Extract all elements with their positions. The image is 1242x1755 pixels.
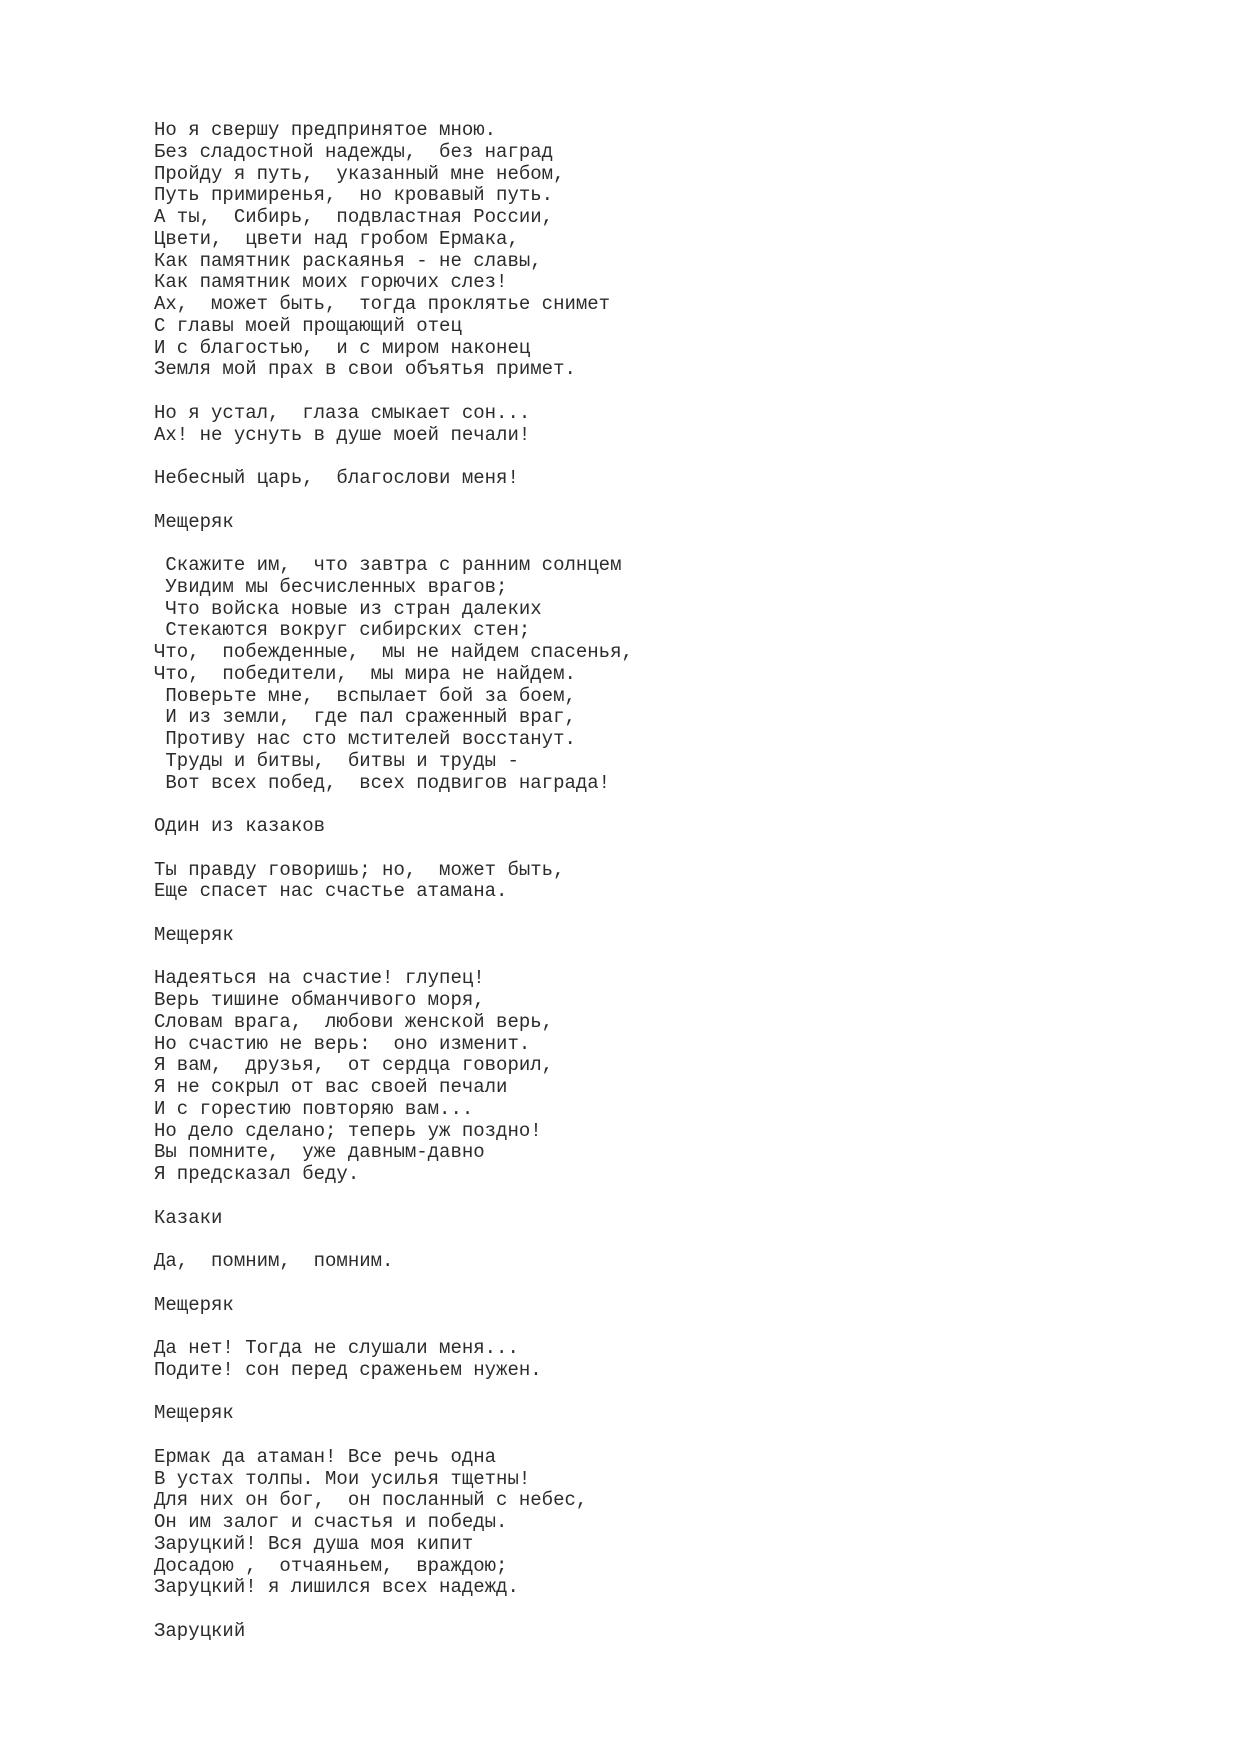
- text-line: Что войска новые из стран далеких: [154, 597, 542, 620]
- text-line: Еще спасет нас счастье атамана.: [154, 880, 508, 903]
- text-line: Но я устал, глаза смыкает сон...: [154, 401, 531, 424]
- text-line: Мещеряк: [154, 1293, 234, 1316]
- text-line: Увидим мы бесчисленных врагов;: [154, 575, 508, 598]
- text-line: Досадою , отчаяньем, враждою;: [154, 1554, 508, 1577]
- text-line: Скажите им, что завтра с ранним солнцем: [154, 554, 622, 576]
- text-line: Один из казаков: [154, 815, 326, 837]
- blank-line: [154, 947, 633, 969]
- text-line: Ермак да атаман! Все речь одна: [154, 1445, 497, 1468]
- text-line: Верь тишине обманчивого моря,: [154, 989, 485, 1011]
- text-line: А ты, Сибирь, подвластная России,: [154, 206, 554, 228]
- text-line: И с горестию повторяю вам...: [154, 1097, 474, 1120]
- blank-line: [154, 490, 633, 512]
- text-line: Заруцкий! я лишился всех надежд.: [154, 1576, 519, 1599]
- text-line: Без сладостной надежды, без наград: [154, 140, 554, 163]
- blank-line: [154, 446, 633, 468]
- text-line: Цвети, цвети над гробом Ермака,: [154, 227, 519, 250]
- text-line: Что, победители, мы мира не найдем.: [154, 662, 576, 685]
- text-line: Как памятник моих горючих слез!: [154, 271, 508, 294]
- blank-line: [154, 1273, 633, 1295]
- blank-line: [154, 1382, 633, 1404]
- text-line: Я не сокрыл от вас своей печали: [154, 1076, 508, 1098]
- text-line: Вы помните, уже давным-давно: [154, 1141, 485, 1164]
- blank-line: [154, 1316, 633, 1338]
- text-line: Противу нас сто мстителей восстанут.: [154, 728, 576, 750]
- blank-line: [154, 533, 633, 555]
- text-line: Труды и битвы, битвы и труды -: [154, 749, 519, 772]
- text-line: Надеяться на счастие! глупец!: [154, 967, 485, 990]
- blank-line: [154, 838, 633, 860]
- text-line: Мещеряк: [154, 923, 234, 946]
- text-line: Заруцкий! Вся душа моя кипит: [154, 1532, 474, 1555]
- text-line: Что, побежденные, мы не найдем спасенья,: [154, 641, 633, 663]
- text-line: Подите! сон перед сраженьем нужен.: [154, 1358, 542, 1381]
- text-line: Земля мой прах в свои объятья примет.: [154, 358, 576, 381]
- text-line: Как памятник раскаянья - не славы,: [154, 249, 542, 272]
- text-line: Небесный царь, благослови меня!: [154, 467, 519, 489]
- text-line: Да, помним, помним.: [154, 1250, 394, 1272]
- text-line: Путь примиренья, но кровавый путь.: [154, 184, 554, 207]
- text-line: Но я свершу предпринятое мною.: [154, 119, 497, 141]
- text-line: Я вам, друзья, от сердца говорил,: [154, 1054, 554, 1077]
- text-line: Мещеряк: [154, 1402, 234, 1425]
- blank-line: [154, 1599, 633, 1621]
- text-line: Мещеряк: [154, 510, 234, 533]
- text-line: Но дело сделано; теперь уж поздно!: [154, 1119, 542, 1142]
- text-line: Пройду я путь, указанный мне небом,: [154, 162, 565, 185]
- blank-line: [154, 1229, 633, 1251]
- text-line: Стекаются вокруг сибирских стен;: [154, 619, 531, 642]
- text-line: Вот всех побед, всех подвигов награда!: [154, 771, 611, 794]
- text-line: И из земли, где пал сраженный враг,: [154, 706, 576, 729]
- text-line: Ах! не уснуть в душе моей печали!: [154, 423, 531, 446]
- blank-line: [154, 903, 633, 925]
- text-line: Словам врага, любови женской верь,: [154, 1010, 554, 1033]
- text-line: Поверьте мне, вспылает бой за боем,: [154, 684, 576, 707]
- blank-line: [154, 1425, 633, 1447]
- text-line: Ах, может быть, тогда проклятье снимет: [154, 293, 611, 315]
- text-line: Я предсказал беду.: [154, 1163, 360, 1185]
- document-page: [154, 120, 633, 1643]
- text-line: Он им залог и счастья и победы.: [154, 1511, 508, 1533]
- blank-line: [154, 1186, 633, 1208]
- text-line: Для них он бог, он посланный с небес,: [154, 1489, 588, 1512]
- text-line: Но счастию не верь: оно изменит.: [154, 1032, 531, 1055]
- text-line: С главы моей прощающий отец: [154, 314, 462, 337]
- text-line: Заруцкий: [154, 1619, 246, 1642]
- blank-line: [154, 794, 633, 816]
- blank-line: [154, 381, 633, 403]
- text-line: В устах толпы. Мои усилья тщетны!: [154, 1467, 531, 1490]
- text-line: Ты правду говоришь; но, может быть,: [154, 858, 565, 881]
- text-line: Да нет! Тогда не слушали меня...: [154, 1337, 519, 1359]
- text-line: И с благостью, и с миром наконец: [154, 336, 531, 359]
- text-line: Казаки: [154, 1206, 223, 1229]
